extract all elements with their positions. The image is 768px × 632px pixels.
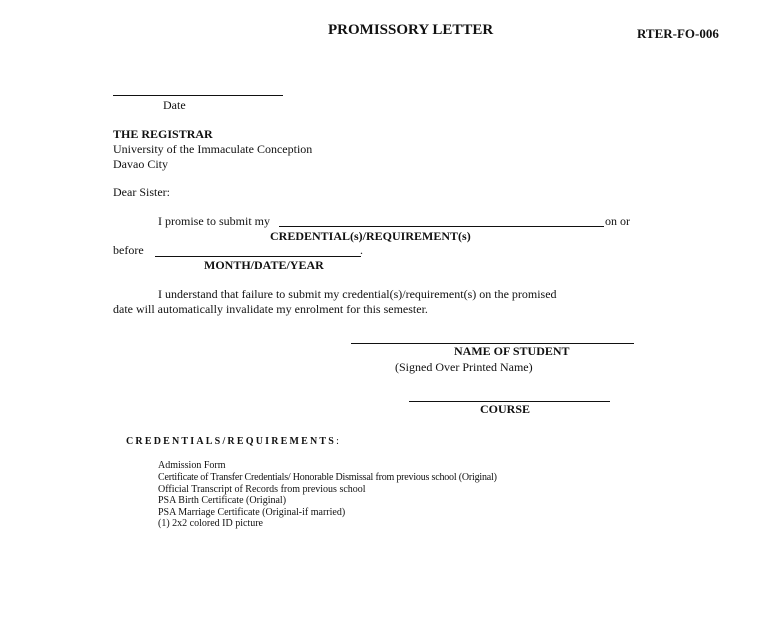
- name-of-student-label: NAME OF STUDENT: [454, 344, 570, 358]
- credentials-heading: [126, 431, 339, 449]
- credential-item: Certificate of Transfer Credentials/ Honorable Dismissal from previous school (Original): [158, 472, 497, 483]
- credentials-heading-colon: :: [336, 436, 339, 447]
- understanding-line-1: I understand that failure to submit my credential(s)/requirement(s) on the promised: [158, 287, 557, 301]
- credential-item: Official Transcript of Records from previous school: [158, 484, 366, 495]
- signature-note: (Signed Over Printed Name): [395, 360, 533, 374]
- salutation: Dear Sister:: [113, 185, 170, 199]
- date-period: .: [360, 243, 363, 257]
- credential-item: (1) 2x2 colored ID picture: [158, 518, 263, 529]
- credential-blank-line: [279, 226, 604, 227]
- month-date-year-line: [155, 256, 361, 257]
- promise-prefix: I promise to submit my: [158, 214, 270, 228]
- form-code: RTER-FO-006: [637, 26, 719, 41]
- addressee-line-1: University of the Immaculate Conception: [113, 142, 313, 156]
- credentials-heading-text: CREDENTIALS/REQUIREMENTS: [126, 436, 337, 447]
- addressee-line-2: Davao City: [113, 157, 168, 171]
- understanding-line-2: date will automatically invalidate my enrolment for this semester.: [113, 302, 428, 316]
- before-label: before: [113, 243, 144, 257]
- credential-item: PSA Birth Certificate (Original): [158, 495, 287, 506]
- month-date-year-label: MONTH/DATE/YEAR: [204, 258, 324, 272]
- addressee-title: THE REGISTRAR: [113, 127, 213, 141]
- credential-label: CREDENTIAL(s)/REQUIREMENT(s): [270, 229, 471, 243]
- credential-item: Admission Form: [158, 460, 226, 471]
- date-label: Date: [163, 98, 186, 112]
- date-line: [113, 95, 283, 96]
- course-label: COURSE: [480, 402, 531, 416]
- promise-suffix: on or: [605, 214, 630, 228]
- document-title: PROMISSORY LETTER: [328, 22, 494, 38]
- credential-item: PSA Marriage Certificate (Original-if married): [158, 507, 346, 518]
